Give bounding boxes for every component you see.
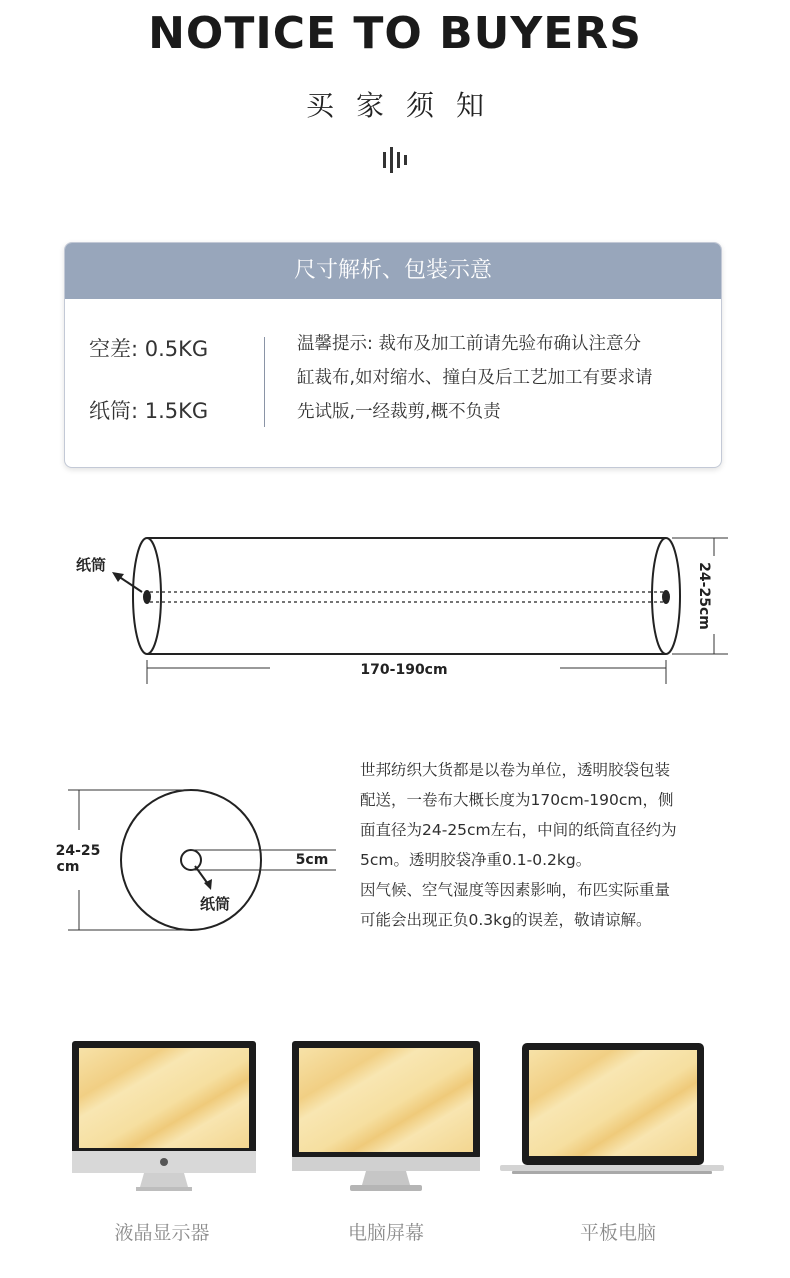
tolerance-weight: 空差: 0.5KG bbox=[89, 337, 209, 361]
cross-diameter-unit: cm bbox=[56, 859, 80, 875]
device-label-computer: 电脑屏幕 bbox=[347, 1222, 424, 1244]
device-label-tablet: 平板电脑 bbox=[579, 1222, 656, 1244]
device-label-lcd: 液晶显示器 bbox=[114, 1222, 210, 1244]
size-packaging-card bbox=[64, 242, 722, 468]
description-line: 可能会出现正负0.3kg的误差，敬请谅解。 bbox=[360, 911, 652, 929]
length-label: 170-190cm bbox=[360, 662, 448, 678]
description-line: 面直径为24-25cm左右，中间的纸筒直径约为 bbox=[360, 821, 677, 839]
tube-arrow-icon bbox=[112, 572, 124, 582]
note-line: 温馨提示: 裁布及加工前请先验布确认注意分 bbox=[297, 334, 641, 354]
note-line: 先试版,一经裁剪,概不负责 bbox=[297, 402, 501, 422]
roll-cross-section-diagram bbox=[0, 760, 340, 940]
page-subtitle: 买家须知 bbox=[305, 89, 506, 122]
monitor-icon bbox=[290, 1035, 482, 1195]
tube-weight: 纸筒: 1.5KG bbox=[89, 399, 209, 423]
packaging-description bbox=[360, 755, 740, 935]
weight-list bbox=[89, 333, 208, 457]
cross-diameter-label: 24-25 bbox=[55, 843, 101, 859]
laptop-icon bbox=[500, 1035, 724, 1195]
core-diameter-label: 5cm bbox=[295, 852, 329, 868]
card-heading: 尺寸解析、包装示意 bbox=[65, 243, 721, 299]
divider-bars-icon bbox=[381, 147, 411, 173]
tube-hole-left bbox=[143, 590, 151, 604]
card-divider bbox=[264, 337, 265, 427]
tube-hole-right bbox=[662, 590, 670, 604]
diameter-label: 24-25cm bbox=[696, 562, 712, 630]
page-title: NOTICE TO BUYERS bbox=[148, 8, 642, 59]
description-line: 因气候、空气湿度等因素影响，布匹实际重量 bbox=[360, 881, 671, 899]
description-line: 5cm。透明胶袋净重0.1-0.2kg。 bbox=[360, 851, 592, 869]
core-tube-label: 纸筒 bbox=[200, 895, 231, 913]
description-line: 世邦纺织大货都是以卷为单位，透明胶袋包装 bbox=[360, 761, 671, 779]
imac-display-icon bbox=[72, 1035, 256, 1195]
description-line: 配送，一卷布大概长度为170cm-190cm，侧 bbox=[360, 791, 674, 809]
warm-tip-note bbox=[297, 327, 707, 429]
core-circle bbox=[181, 850, 201, 870]
note-line: 缸裁布,如对缩水、撞白及后工艺加工有要求请 bbox=[297, 368, 653, 388]
fabric-roll-diagram bbox=[0, 520, 790, 690]
tube-label: 纸筒 bbox=[76, 556, 107, 574]
